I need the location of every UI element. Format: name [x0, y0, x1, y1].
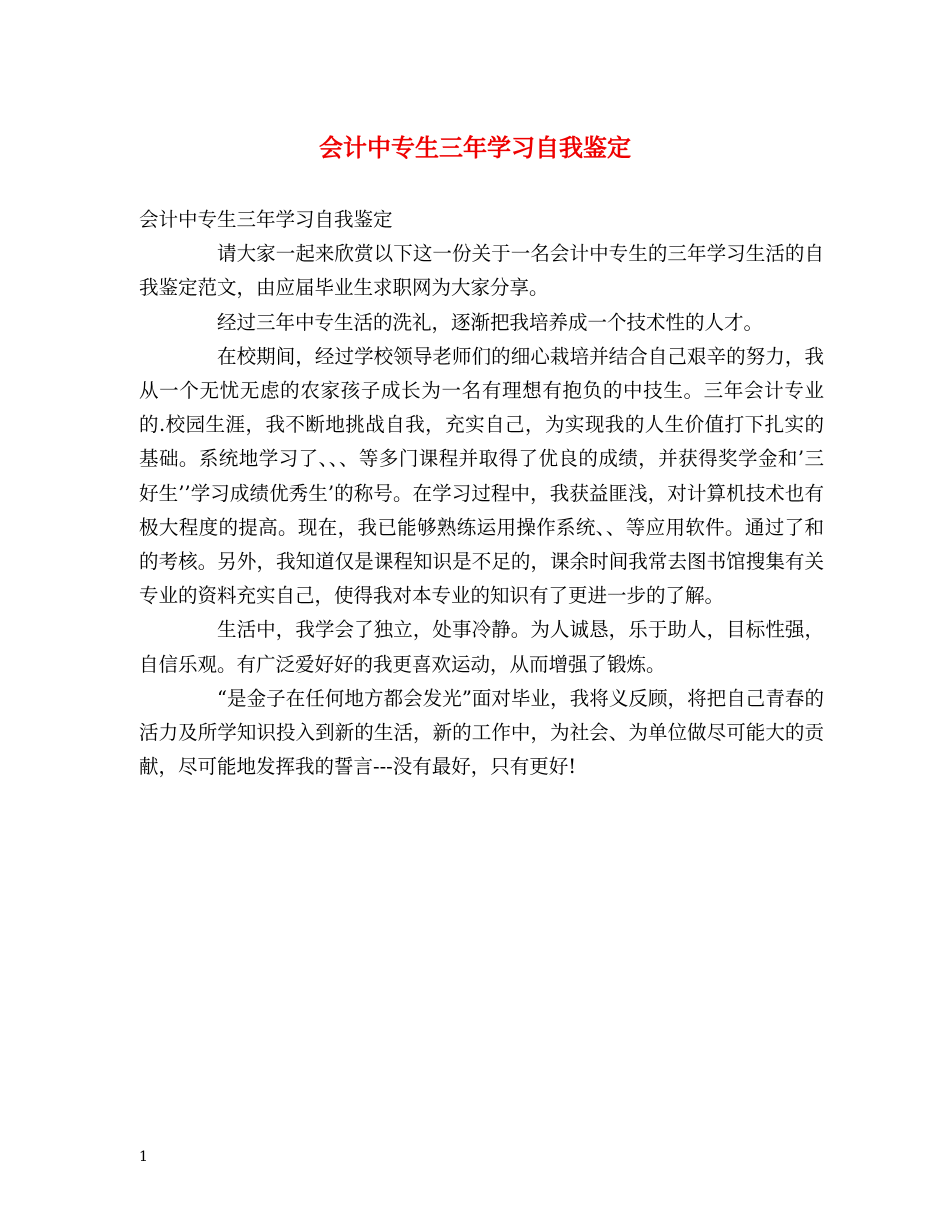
- paragraph-life: 生活中，我学会了独立，处事冷静。为人诚恳，乐于助人，目标性强，自信乐观。有广泛爱好好的我更喜欢运动，从而增强了锻炼。: [139, 618, 824, 676]
- document-body: [139, 203, 824, 784]
- page-number: 1: [139, 1149, 148, 1165]
- document-subtitle: 会计中专生三年学习自我鉴定: [139, 208, 393, 231]
- paragraph-overview: 经过三年中专生活的洗礼，逐渐把我培养成一个技术性的人才。: [217, 310, 764, 334]
- document-title: 会计中专生三年学习自我鉴定: [319, 133, 631, 162]
- paragraph-conclusion: “是金子在任何地方都会发光”面对毕业，我将义反顾，将把自己青春的活力及所学知识投入到新的生活，新的工作中，为社会、为单位做尽可能大的贡献，尽可能地发挥我的誓言---没有最好，只有更好!: [139, 686, 824, 779]
- paragraph-study: 在校期间，经过学校领导老师们的细心栽培并结合自己艰辛的努力，我从一个无忧无虑的农家孩子成长为一名有理想有抱负的中技生。三年会计专业的.校园生涯，我不断地挑战自我，充实自己，为实现我的人生价值打下扎实的基础。系统地学习了、、、等多门课程并取得了优良的成绩，并获得奖学金和’三好生’’学习成绩优秀生’的称号。在学习过程中，我获益匪浅，对计算机技术也有极大程度的提高。现在，我已能够熟练运用操作系统、、等应用软件。通过了和的考核。另外，我知道仅是课程知识是不足的，课余时间我常去图书馆搜集有关专业的资料充实自己，使得我对本专业的知识有了更进一步的了解。: [139, 344, 824, 608]
- paragraph-intro: 请大家一起来欣赏以下这一份关于一名会计中专生的三年学习生活的自我鉴定范文，由应届毕业生求职网为大家分享。: [139, 242, 824, 300]
